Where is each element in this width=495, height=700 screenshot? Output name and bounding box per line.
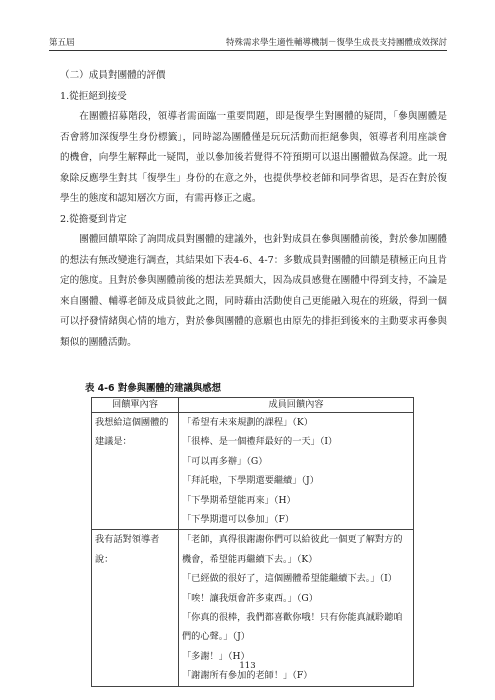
subsection-paragraph-2: 團體回饋單除了詢問成員對團體的建議外，也針對成員在參與團體前後，對於參加團體的想法有無改變進行調查，其結果如下表4-6、4-7：多數成員對團體的回饋是積極正向且肯定的態度。且對於參與團體前後的想法差異頗大，因為成員感覺在團體中得到支持，不論是來自團體、輔導老師及成員彼此之間，同時藉由活動使自己更能融入現在的班級，得到一個可以抒發情緒與心情的地方，對於參與團體的意願也由原先的排拒到後來的主動要求再參與類似的團體活動。 [60, 234, 447, 348]
response-item: 「下學期希望能再來」（H） [182, 494, 296, 506]
feedback-table [91, 397, 414, 687]
response-item: 「已經做的很好了，這個團體希望能繼續下去。」（I） [182, 573, 397, 585]
header-left: 第五屆 [49, 38, 75, 48]
table-cell-category: 我想給這個團體的建議是： [92, 413, 179, 530]
table-header-responses: 成員回饋內容 [179, 398, 414, 413]
response-item: 「老師，真得很謝謝你們可以給彼此一個更了解對方的機會，希望能再繼續下去。」（K） [182, 534, 403, 565]
subsection-title-1: 1.從拒絕到接受 [60, 90, 127, 102]
subsection-paragraph-1: 在團體招募階段，領導者需面臨一重要問題，即是復學生對團體的疑問，「參與團體是否會將加深復學生身份標籤」，同時認為團體僅是玩玩活動而拒絕參與，領導者利用座談會的機會，向學生解釋此一疑問，並以參加後若覺得不符預期可以退出團體做為保證。此一現象除反應學生對其「復學生」身份的在意之外，也提供學校老師和同學省思，是否在對於復學生的態度和認知層次方面，有需再修正之處。 [60, 111, 447, 204]
section-heading: （二）成員對團體的評價 [60, 70, 166, 81]
table-header-row [92, 398, 414, 413]
response-item: 「多謝！」（H） [182, 650, 250, 662]
table-cell-category: 我有話對領導者說： [92, 530, 179, 686]
header-right: 特殊需求學生適性輔導機制－復學生成長支持團體成效探討 [225, 38, 447, 48]
page-number: 113 [239, 661, 256, 671]
response-item: 「下學期還可以參加」（F） [182, 514, 295, 526]
page-content [60, 66, 447, 353]
table-header-category: 回饋單內容 [92, 398, 179, 413]
table-row [92, 413, 414, 530]
page-header [49, 34, 447, 51]
subsection-title-2: 2.從擔憂到肯定 [60, 213, 127, 225]
response-item: 「希望有未來規劃的課程」（K） [182, 417, 313, 428]
response-item: 「唉！讓我煩會許多東西。」（G） [182, 592, 318, 604]
response-item: 「可以再多辦」（G） [182, 455, 268, 467]
table-caption: 表 4-6 對參與團體的建議與感想 [85, 383, 221, 394]
response-item: 「謝謝所有參加的老師！」（F） [182, 670, 313, 682]
response-item: 「拜託啦，下學期還要繼續」（J） [182, 475, 319, 487]
table-cell-responses [179, 413, 414, 530]
response-item: 「你真的很棒，我們都喜歡你哦！只有你能真誠聆聽咱們的心聲。」（J） [182, 612, 403, 643]
response-item: 「很棒、是一個禮拜最好的一天」（I） [182, 436, 338, 448]
